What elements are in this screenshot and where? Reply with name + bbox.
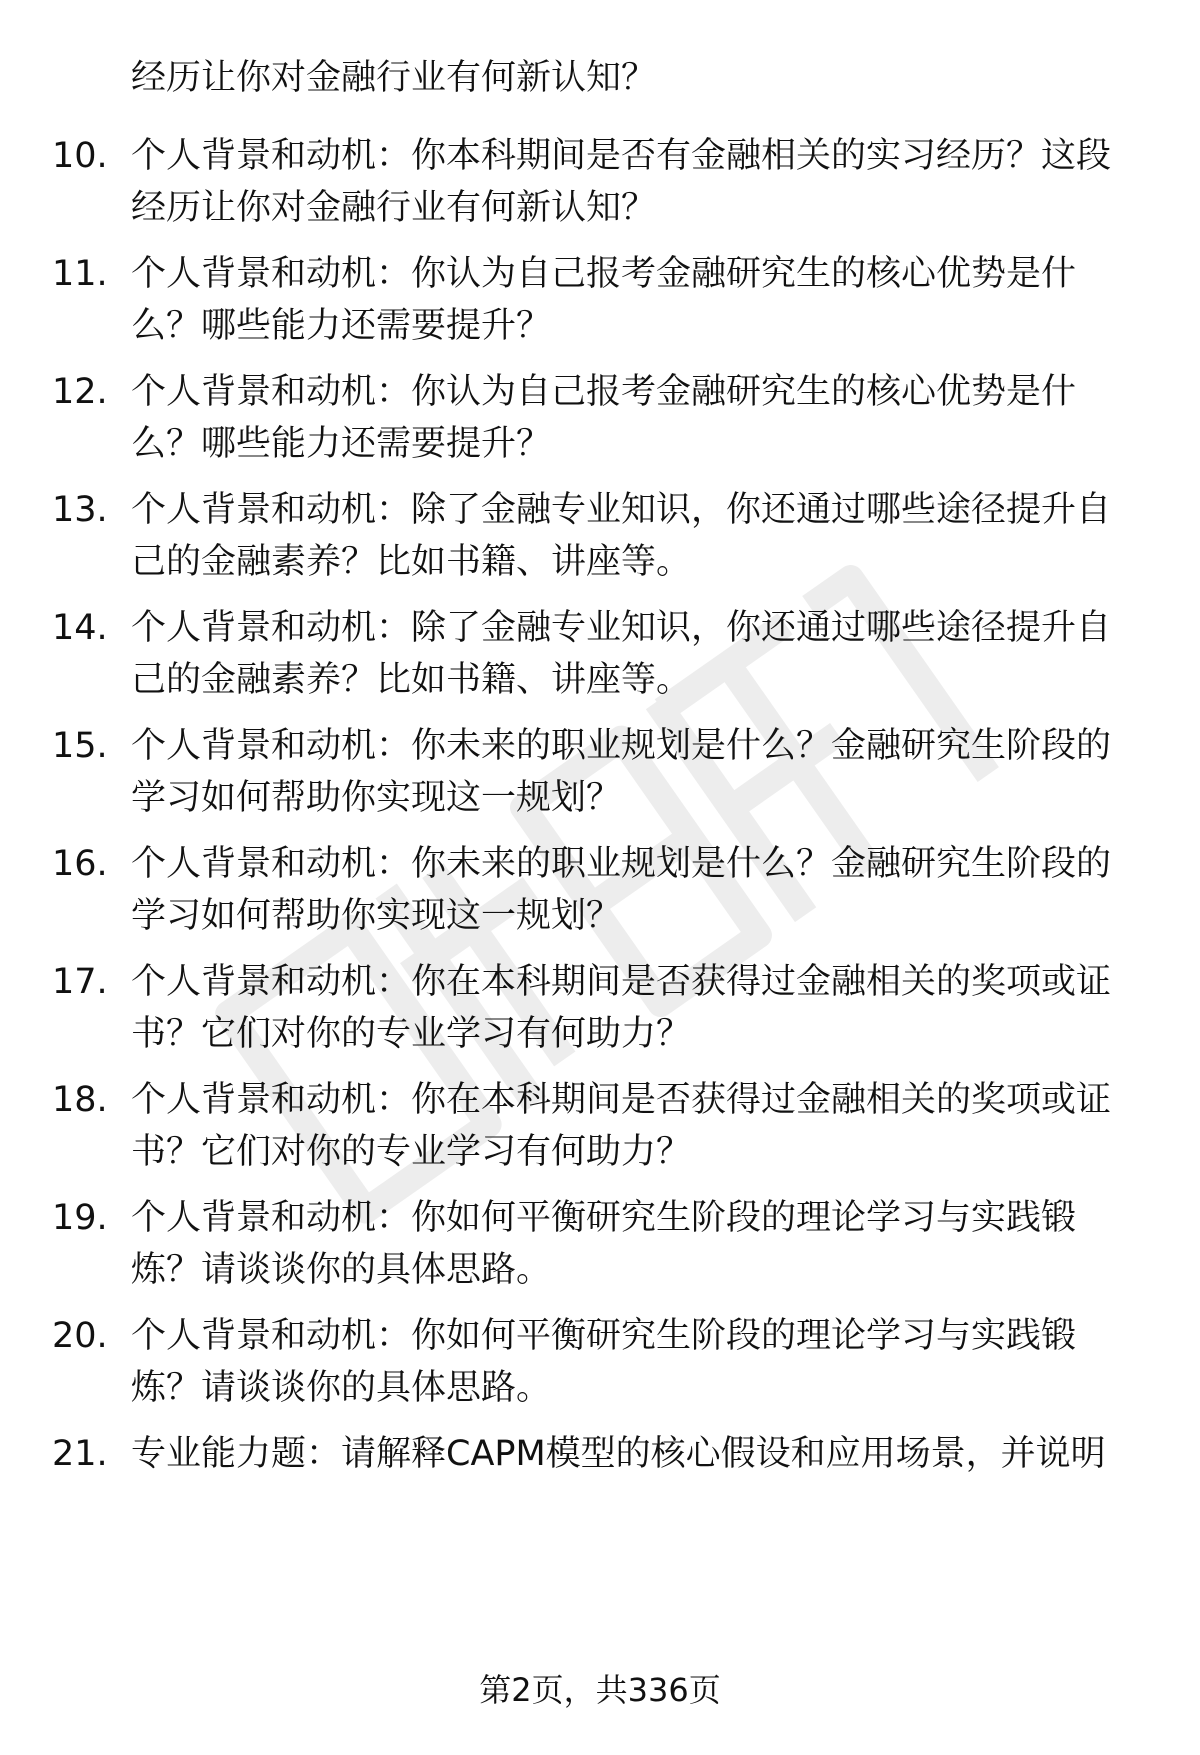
item-text-line: 个人背景和动机：你本科期间是否有金融相关的实习经历？这段 <box>131 136 1112 176</box>
item-text-line: 学习如何帮助你实现这一规划？ <box>131 896 622 936</box>
list-item <box>0 838 1200 942</box>
list-item <box>0 1192 1200 1296</box>
item-text-line: 个人背景和动机：你在本科期间是否获得过金融相关的奖项或证 <box>131 962 1112 1002</box>
item-number: 18. <box>52 1080 108 1120</box>
item-text-line: 么？哪些能力还需要提升？ <box>131 424 552 464</box>
item-number: 20. <box>52 1316 108 1356</box>
item-text-line: 经历让你对金融行业有何新认知？ <box>131 188 657 228</box>
continuation-text: 经历让你对金融行业有何新认知？ <box>131 58 657 98</box>
item-number: 19. <box>52 1198 108 1238</box>
item-number: 13. <box>52 490 108 530</box>
item-text <box>131 956 1141 1060</box>
item-number: 21. <box>52 1434 108 1474</box>
item-text-line: 己的金融素养？比如书籍、讲座等。 <box>131 542 692 582</box>
item-text <box>131 484 1141 588</box>
item-text-line: 个人背景和动机：你如何平衡研究生阶段的理论学习与实践锻 <box>131 1198 1077 1238</box>
list-item <box>0 130 1200 234</box>
item-number: 10. <box>52 136 108 176</box>
item-text-line: 专业能力题：请解释CAPM模型的核心假设和应用场景，并说明 <box>131 1434 1106 1474</box>
list-item <box>0 720 1200 824</box>
item-text-line: 书？它们对你的专业学习有何助力？ <box>131 1132 692 1172</box>
list-item <box>0 484 1200 588</box>
list-item <box>0 366 1200 470</box>
item-text-line: 个人背景和动机：你如何平衡研究生阶段的理论学习与实践锻 <box>131 1316 1077 1356</box>
item-number: 12. <box>52 372 108 412</box>
item-number: 14. <box>52 608 108 648</box>
item-text <box>131 248 1141 352</box>
item-text-line: 书？它们对你的专业学习有何助力？ <box>131 1014 692 1054</box>
item-number: 15. <box>52 726 108 766</box>
item-number: 11. <box>52 254 108 294</box>
list-item <box>0 248 1200 352</box>
item-text <box>131 1074 1141 1178</box>
item-text-line: 个人背景和动机：你未来的职业规划是什么？金融研究生阶段的 <box>131 726 1112 766</box>
list-item <box>0 1428 1200 1480</box>
item-text <box>131 1310 1141 1414</box>
list-item <box>0 956 1200 1060</box>
item-number: 16. <box>52 844 108 884</box>
item-text-line: 个人背景和动机：你认为自己报考金融研究生的核心优势是什 <box>131 372 1077 412</box>
item-text-line: 己的金融素养？比如书籍、讲座等。 <box>131 660 692 700</box>
item-text-line: 炼？请谈谈你的具体思路。 <box>131 1250 552 1290</box>
item-text <box>131 1428 1141 1480</box>
item-text <box>131 130 1141 234</box>
list-item <box>0 1074 1200 1178</box>
item-text-line: 炼？请谈谈你的具体思路。 <box>131 1368 552 1408</box>
page-footer: 第2页，共336页 <box>479 1671 721 1709</box>
item-text-line: 个人背景和动机：除了金融专业知识，你还通过哪些途径提升自 <box>131 608 1112 648</box>
item-text-line: 么？哪些能力还需要提升？ <box>131 306 552 346</box>
item-text <box>131 366 1141 470</box>
item-text-line: 个人背景和动机：你认为自己报考金融研究生的核心优势是什 <box>131 254 1077 294</box>
item-text-line: 个人背景和动机：除了金融专业知识，你还通过哪些途径提升自 <box>131 490 1112 530</box>
list-item <box>0 602 1200 706</box>
item-number: 17. <box>52 962 108 1002</box>
item-text <box>131 720 1141 824</box>
item-text-line: 学习如何帮助你实现这一规划？ <box>131 778 622 818</box>
item-text <box>131 1192 1141 1296</box>
item-text-line: 个人背景和动机：你在本科期间是否获得过金融相关的奖项或证 <box>131 1080 1112 1120</box>
item-text <box>131 602 1141 706</box>
item-text-line: 个人背景和动机：你未来的职业规划是什么？金融研究生阶段的 <box>131 844 1112 884</box>
list-item <box>0 1310 1200 1414</box>
item-text <box>131 838 1141 942</box>
